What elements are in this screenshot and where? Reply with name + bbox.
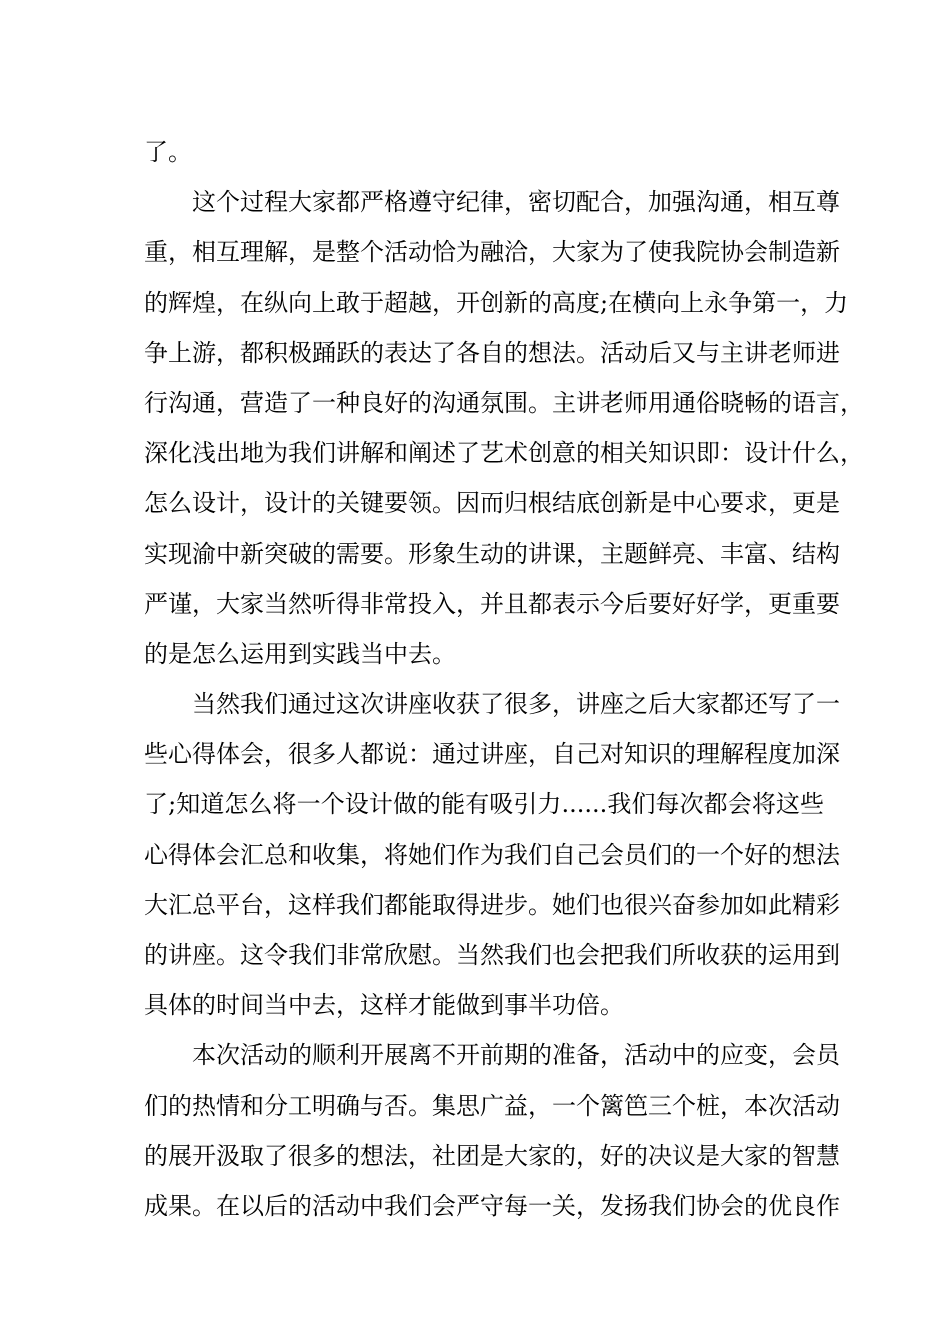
- text-line: 的展开汲取了很多的想法，社团是大家的，好的决议是大家的智慧: [144, 1141, 840, 1170]
- text-line: 行沟通，营造了一种良好的沟通氛围。主讲老师用通俗晓畅的语言，: [144, 388, 864, 417]
- text-line: 大汇总平台，这样我们都能取得进步。她们也很兴奋参加如此精彩: [144, 890, 840, 919]
- paragraph-first-line: 这个过程大家都严格遵守纪律，密切配合，加强沟通，相互尊: [192, 188, 840, 217]
- paragraph-first-line: 当然我们通过这次讲座收获了很多，讲座之后大家都还写了一: [192, 690, 840, 719]
- text-line: 的讲座。这令我们非常欣慰。当然我们也会把我们所收获的运用到: [144, 941, 840, 969]
- text-line: 的是怎么运用到实践当中去。: [144, 639, 456, 668]
- text-line: 的辉煌，在纵向上敢于超越，开创新的高度;在横向上永争第一，力: [144, 288, 849, 317]
- text-line: 怎么设计，设计的关键要领。因而归根结底创新是中心要求，更是: [144, 489, 840, 518]
- text-line: 些心得体会，很多人都说：通过讲座，自己对知识的理解程度加深: [144, 740, 840, 769]
- text-line: 心得体会汇总和收集，将她们作为我们自己会员们的一个好的想法: [144, 840, 840, 869]
- paragraph-first-line: 本次活动的顺利开展离不开前期的准备，活动中的应变，会员: [192, 1041, 840, 1070]
- text-line: 了。: [144, 138, 192, 166]
- text-line: 实现渝中新突破的需要。形象生动的讲课，主题鲜亮、丰富、结构: [144, 539, 840, 568]
- text-line: 严谨，大家当然听得非常投入，并且都表示今后要好好学，更重要: [144, 589, 840, 618]
- text-line: 了;知道怎么将一个设计做的能有吸引力......我们每次都会将这些: [144, 790, 824, 819]
- text-line: 重，相互理解，是整个活动恰为融洽，大家为了使我院协会制造新: [144, 238, 840, 267]
- document-body: [144, 127, 864, 1231]
- text-line: 具体的时间当中去，这样才能做到事半功倍。: [144, 991, 624, 1020]
- text-line: 成果。在以后的活动中我们会严守每一关，发扬我们协会的优良作: [144, 1191, 840, 1220]
- text-line: 深化浅出地为我们讲解和阐述了艺术创意的相关知识即：设计什么，: [144, 439, 864, 468]
- text-line: 争上游，都积极踊跃的表达了各自的想法。活动后又与主讲老师进: [144, 338, 840, 367]
- text-line: 们的热情和分工明确与否。集思广益，一个篱笆三个桩，本次活动: [144, 1091, 840, 1120]
